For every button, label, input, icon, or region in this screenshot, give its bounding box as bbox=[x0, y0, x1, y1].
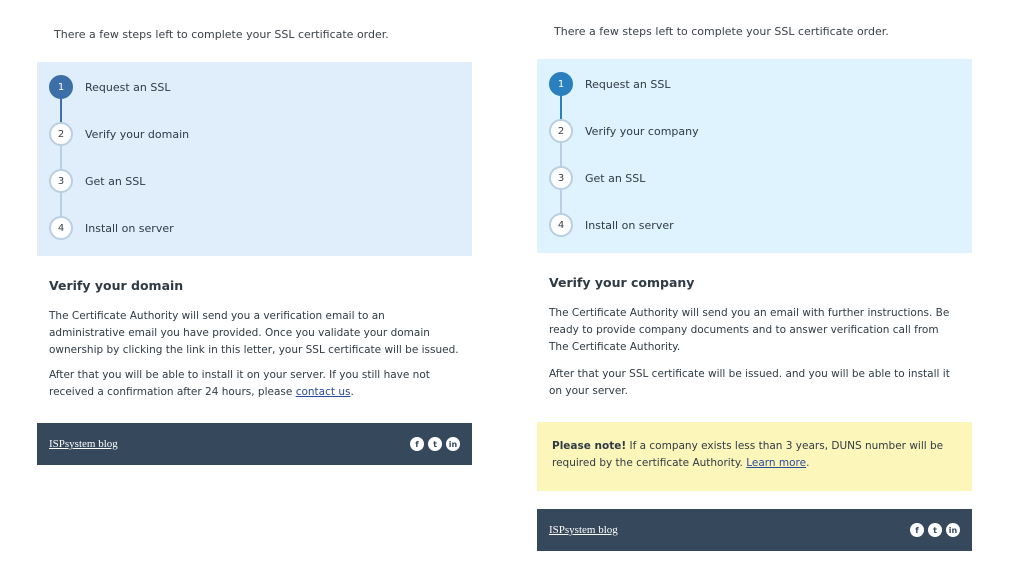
step-number: 4 bbox=[549, 213, 573, 237]
contact-us-link[interactable]: contact us bbox=[295, 386, 351, 398]
step-number: 1 bbox=[49, 75, 73, 99]
step-label: Request an SSL bbox=[585, 77, 671, 91]
steps-panel bbox=[537, 59, 972, 253]
facebook-icon[interactable]: f bbox=[910, 523, 924, 537]
step-label: Install on server bbox=[85, 221, 174, 235]
notice-title: Please note! bbox=[552, 440, 627, 452]
step-label: Verify your domain bbox=[85, 127, 190, 141]
step-label: Get an SSL bbox=[585, 171, 646, 185]
step-2 bbox=[549, 119, 699, 143]
step-1 bbox=[549, 72, 670, 96]
body-paragraph: After that your SSL certificate will be issued. and you will be able to install it on your server. bbox=[549, 368, 950, 397]
body-paragraph: The Certificate Authority will send you a verification email to an administrative email you have provided. Once you validate your domain ownership by clicking the link in this letter, your SSL certificate will be issued. bbox=[49, 310, 459, 356]
step-number: 3 bbox=[49, 169, 73, 193]
body-paragraph: The Certificate Authority will send you an email with further instructions. Be ready to provide company documents and to answer verification call from The Certificate Authority. bbox=[549, 307, 950, 353]
facebook-icon[interactable]: f bbox=[410, 437, 424, 451]
step-label: Install on server bbox=[585, 218, 674, 232]
email-domain-verification bbox=[37, 0, 472, 465]
notice-box: Please note! If a company exists less than 3 years, DUNS number will be required by the certificate Authority. Learn more. bbox=[537, 422, 972, 491]
steps-panel bbox=[37, 62, 472, 256]
step-label: Get an SSL bbox=[85, 174, 146, 188]
email-company-verification bbox=[537, 0, 972, 551]
content-section bbox=[37, 278, 472, 401]
step-label: Verify your company bbox=[585, 124, 699, 138]
learn-more-link[interactable]: Learn more bbox=[746, 457, 807, 469]
footer-bar bbox=[537, 509, 972, 551]
twitter-icon[interactable]: t bbox=[928, 523, 942, 537]
step-number: 2 bbox=[49, 122, 73, 146]
social-icons bbox=[910, 523, 960, 537]
blog-link[interactable]: ISPsystem blog bbox=[549, 524, 618, 536]
linkedin-icon[interactable]: in bbox=[946, 523, 960, 537]
step-4 bbox=[49, 216, 174, 240]
step-number: 1 bbox=[549, 72, 573, 96]
section-heading: Verify your domain bbox=[49, 278, 184, 293]
footer-bar bbox=[37, 423, 472, 465]
intro-text: There a few steps left to complete your SSL certificate order. bbox=[554, 25, 889, 38]
intro-text: There a few steps left to complete your SSL certificate order. bbox=[54, 28, 389, 41]
step-3 bbox=[549, 166, 645, 190]
notice-text: If a company exists less than 3 years, DUNS number will be required by the certificate Authority. bbox=[552, 440, 944, 469]
social-icons bbox=[410, 437, 460, 451]
step-number: 3 bbox=[549, 166, 573, 190]
body-paragraph: After that you will be able to install it on your server. If you still have not received a confirmation after 24 hours, please contact us. bbox=[49, 369, 430, 398]
step-number: 4 bbox=[49, 216, 73, 240]
twitter-icon[interactable]: t bbox=[428, 437, 442, 451]
step-4 bbox=[549, 213, 674, 237]
step-1 bbox=[49, 75, 170, 99]
content-section bbox=[537, 275, 972, 400]
step-2 bbox=[49, 122, 189, 146]
blog-link[interactable]: ISPsystem blog bbox=[49, 438, 118, 450]
step-label: Request an SSL bbox=[85, 80, 171, 94]
step-3 bbox=[49, 169, 145, 193]
linkedin-icon[interactable]: in bbox=[446, 437, 460, 451]
section-heading: Verify your company bbox=[549, 275, 695, 290]
step-number: 2 bbox=[549, 119, 573, 143]
